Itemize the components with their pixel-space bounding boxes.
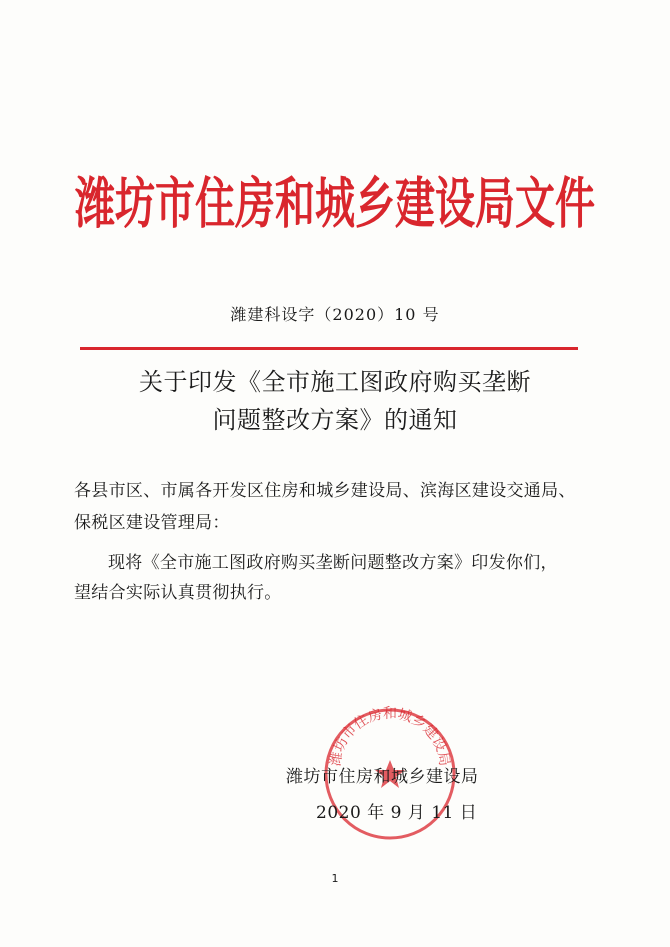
masthead-title	[70, 160, 600, 240]
masthead-text: 潍坊市住房和城乡建设局文件	[74, 171, 596, 236]
red-divider-line	[80, 347, 578, 350]
body-paragraph-line2: 望结合实际认真贯彻执行。	[74, 583, 282, 603]
document-title-line2: 问题整改方案》的通知	[212, 406, 458, 434]
addressee-line1: 各县市区、市属各开发区住房和城乡建设局、滨海区建设交通局、	[74, 481, 576, 501]
document-title-line1: 关于印发《全市施工图政府购买垄断	[139, 368, 531, 396]
page-number: 1	[331, 872, 339, 885]
issue-date: 2020 年 9 月 11 日	[316, 803, 478, 823]
addressee-line2: 保税区建设管理局：	[74, 513, 230, 533]
svg-text:潍坊市住房和城乡建设局: 潍坊市住房和城乡建设局	[327, 706, 453, 768]
document-number: 潍建科设字（2020）10 号	[230, 305, 440, 324]
body-paragraph-line1: 现将《全市施工图政府购买垄断问题整改方案》印发你们，	[108, 553, 558, 573]
issuing-authority: 潍坊市住房和城乡建设局	[286, 767, 479, 787]
